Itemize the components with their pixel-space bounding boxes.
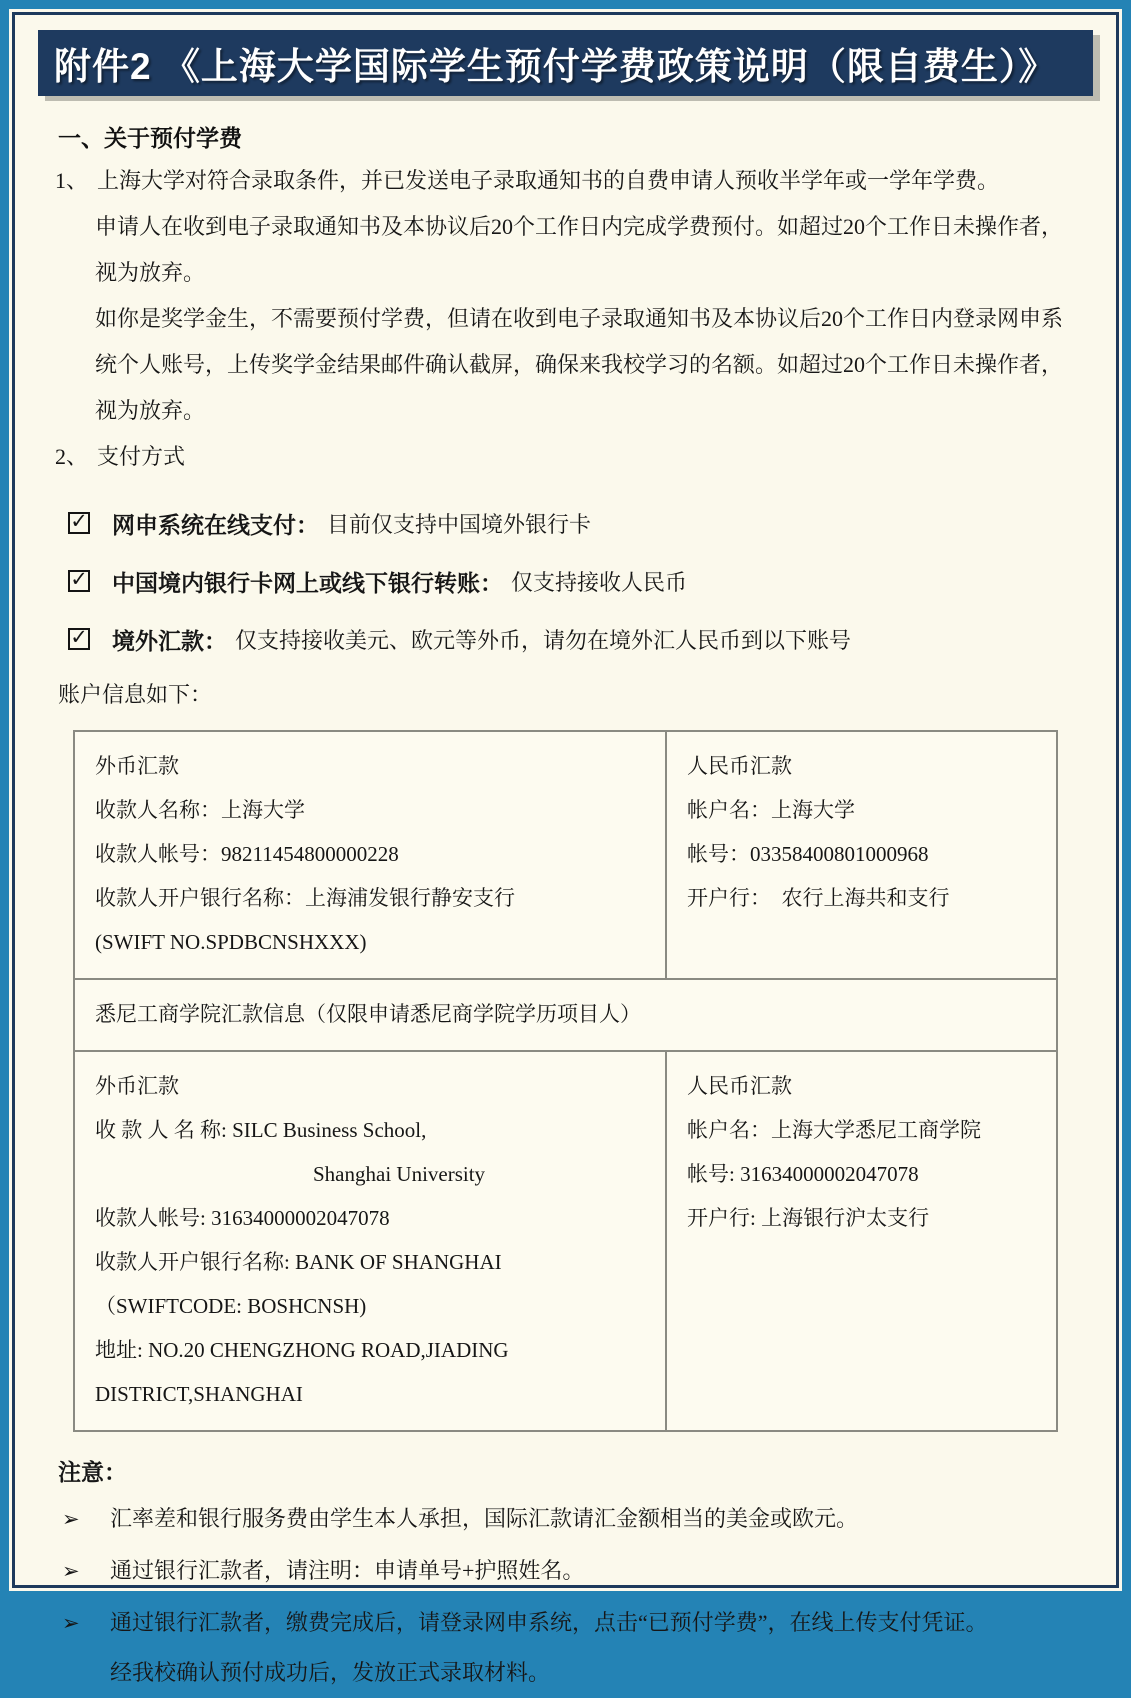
list-item-1-marker: 1、: [55, 168, 89, 193]
checked-checkbox-icon: ✓: [68, 570, 90, 592]
cell-line: （SWIFTCODE: BOSHCNSH): [95, 1294, 367, 1318]
cell-line: 收款人帐号: 31634000002047078: [95, 1206, 390, 1230]
note-item: [15, 1494, 1116, 1544]
checked-checkbox-icon: ✓: [68, 628, 90, 650]
note-item: [15, 1598, 1116, 1648]
silc-foreign-currency-cell: [74, 1051, 666, 1431]
attachment-title-banner: [38, 30, 1093, 96]
silc-header-text: 悉尼工商学院汇款信息（仅限申请悉尼商学院学历项目人）: [95, 1002, 641, 1026]
table-row-shu: [74, 731, 1057, 979]
payment-method-overseas-remittance: [15, 610, 1116, 668]
note-text: 汇率差和银行服务费由学生本人承担，国际汇款请汇金额相当的美金或欧元。: [110, 1506, 859, 1531]
table-row-silc-header: [74, 979, 1057, 1051]
note-text: 通过银行汇款者，请注明：申请单号+护照姓名。: [110, 1558, 585, 1583]
list-item-2-marker: 2、: [55, 444, 89, 469]
list-item-1-text: 上海大学对符合录取条件，并已发送电子录取通知书的自费申请人预收半学年或一学年学费。: [97, 168, 1000, 193]
payment-method-label: 境外汇款：: [112, 627, 227, 654]
note-continuation-line: 经我校确认预付成功后，发放正式录取材料。: [110, 1660, 551, 1685]
note-item: [15, 1546, 1116, 1596]
arrow-bullet-icon: ➢: [62, 1611, 80, 1635]
page-inner-frame: [12, 12, 1119, 1685]
paragraph-line: 申请人在收到电子录取通知书及本协议后20个工作日内完成学费预付。如超过20个工作日未操作者，: [95, 214, 1064, 239]
payment-method-detail: 仅支持接收美元、欧元等外币，请勿在境外汇人民币到以下账号: [235, 627, 852, 653]
bank-account-table: [73, 730, 1058, 1432]
table-row-silc: [74, 1051, 1057, 1431]
arrow-bullet-icon: ➢: [62, 1559, 80, 1583]
cell-title: 人民币汇款: [687, 1074, 792, 1098]
cell-line: 帐号：03358400801000968: [687, 842, 929, 866]
cell-line: 帐户名：上海大学悉尼工商学院: [687, 1118, 981, 1142]
cell-title: 人民币汇款: [687, 754, 792, 778]
cell-line: Shanghai University: [313, 1162, 486, 1186]
cell-line: 收款人开户银行名称：上海浦发银行静安支行: [95, 886, 515, 910]
paragraph-line: 如你是奖学金生，不需要预付学费，但请在收到电子录取通知书及本协议后20个工作日内登录网申系: [95, 306, 1064, 331]
note-text: 通过银行汇款者，缴费完成后，请登录网申系统，点击“已预付学费”，在线上传支付凭证。: [110, 1610, 988, 1635]
payment-method-online: [15, 494, 1116, 552]
payment-method-label: 网申系统在线支付：: [112, 511, 319, 538]
cell-line: 地址: NO.20 CHENGZHONG ROAD,JIADING: [95, 1338, 509, 1362]
payment-method-detail: 仅支持接收人民币: [511, 569, 688, 595]
cell-title: 外币汇款: [95, 754, 179, 778]
payment-method-label: 中国境内银行卡网上或线下银行转账：: [112, 569, 503, 596]
section-heading-prepay: 一、关于预付学费: [58, 125, 242, 151]
payment-methods-list: [15, 494, 1116, 668]
shu-rmb-cell: [666, 731, 1057, 979]
payment-method-domestic-transfer: [15, 552, 1116, 610]
cell-title: 外币汇款: [95, 1074, 179, 1098]
cell-line: 收款人帐号：98211454800000228: [95, 842, 399, 866]
paragraph-line: 视为放弃。: [95, 260, 206, 285]
cell-line: (SWIFT NO.SPDBCNSHXXX): [95, 930, 367, 954]
cell-line: 收 款 人 名 称: SILC Business School,: [95, 1118, 427, 1142]
payment-method-detail: 目前仅支持中国境外银行卡: [327, 511, 592, 537]
page-frame-gap: [9, 9, 1122, 1685]
cell-line: 帐户名：上海大学: [687, 798, 855, 822]
checked-checkbox-icon: ✓: [68, 512, 90, 534]
attachment-title: 附件2 《上海大学国际学生预付学费政策说明（限自费生）》: [54, 46, 1057, 87]
cell-line: DISTRICT,SHANGHAI: [95, 1382, 303, 1406]
arrow-bullet-icon: ➢: [62, 1507, 80, 1531]
shu-foreign-currency-cell: [74, 731, 666, 979]
cell-line: 帐号: 31634000002047078: [687, 1162, 919, 1186]
list-item-1: [15, 158, 1116, 204]
list-item-2: [15, 434, 1116, 480]
account-info-intro: 账户信息如下：: [58, 682, 213, 707]
notes-heading: 注意：: [58, 1459, 127, 1485]
cell-line: 开户行: 上海银行沪太支行: [687, 1206, 930, 1230]
cell-line: 收款人开户银行名称: BANK OF SHANGHAI: [95, 1250, 502, 1274]
cell-line: 收款人名称：上海大学: [95, 798, 305, 822]
silc-rmb-cell: [666, 1051, 1057, 1431]
paragraph-line: 视为放弃。: [95, 398, 206, 423]
paragraph-line: 统个人账号，上传奖学金结果邮件确认截屏，确保来我校学习的名额。如超过20个工作日未操作者，: [95, 352, 1064, 377]
silc-header-cell: [74, 979, 1057, 1051]
list-item-2-text: 支付方式: [97, 444, 186, 469]
cell-line: 开户行： 农行上海共和支行: [687, 886, 950, 910]
